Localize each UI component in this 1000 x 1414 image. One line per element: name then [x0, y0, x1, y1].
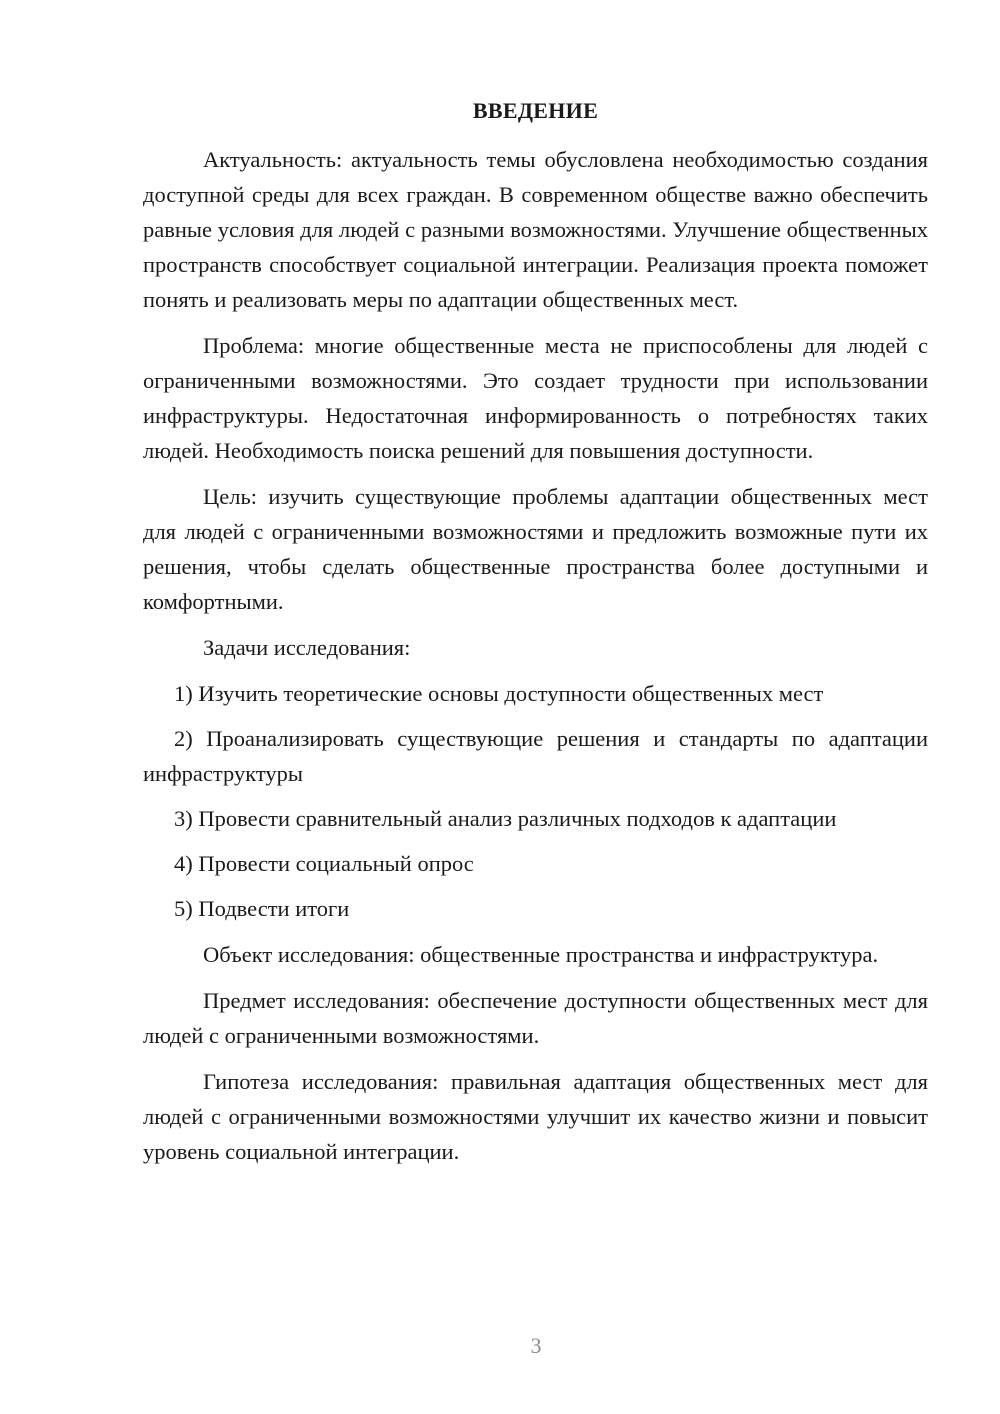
page-title: ВВЕДЕНИЕ [472, 98, 599, 123]
list-item: 1) Изучить теоретические основы доступности общественных мест [174, 681, 824, 706]
tasks-heading: Задачи исследования: [203, 635, 411, 660]
paragraph-relevance: Актуальность: актуальность темы обусловлена необходимостью создания доступной среды для всех граждан. В современном обществе важно обеспечить равные условия для людей с разными возможностями. Улучшение общественных пространств способствует социальной интеграции. Реализация проекта поможет понять и реализовать меры по адаптации общественных мест. [143, 147, 928, 312]
paragraph-problem: Проблема: многие общественные места не приспособлены для людей с ограниченными возможностями. Это создает трудности при использовании инфраструктуры. Недостаточная информированность о потребностях таких людей. Необходимость поиска решений для повышения доступности. [143, 333, 928, 463]
paragraph-goal: Цель: изучить существующие проблемы адаптации общественных мест для людей с ограниченными возможностями и предложить возможные пути их решения, чтобы сделать общественные пространства более доступными и комфортными. [143, 484, 928, 614]
page-number: 3 [530, 1333, 542, 1358]
paragraph-hypothesis: Гипотеза исследования: правильная адаптация общественных мест для людей с ограниченными возможностями улучшит их качество жизни и повысит уровень социальной интеграции. [143, 1069, 928, 1164]
list-item: 4) Провести социальный опрос [174, 851, 474, 876]
paragraph-subject: Предмет исследования: обеспечение доступности общественных мест для людей с ограниченными возможностями. [143, 988, 928, 1048]
list-item: 3) Провести сравнительный анализ различных подходов к адаптации [174, 806, 837, 831]
paragraph-object: Объект исследования: общественные пространства и инфраструктура. [203, 942, 879, 967]
list-item: 2) Проанализировать существующие решения и стандарты по адаптации инфраструктуры [143, 726, 928, 786]
page-content [143, 93, 928, 1169]
list-item: 5) Подвести итоги [174, 896, 350, 921]
